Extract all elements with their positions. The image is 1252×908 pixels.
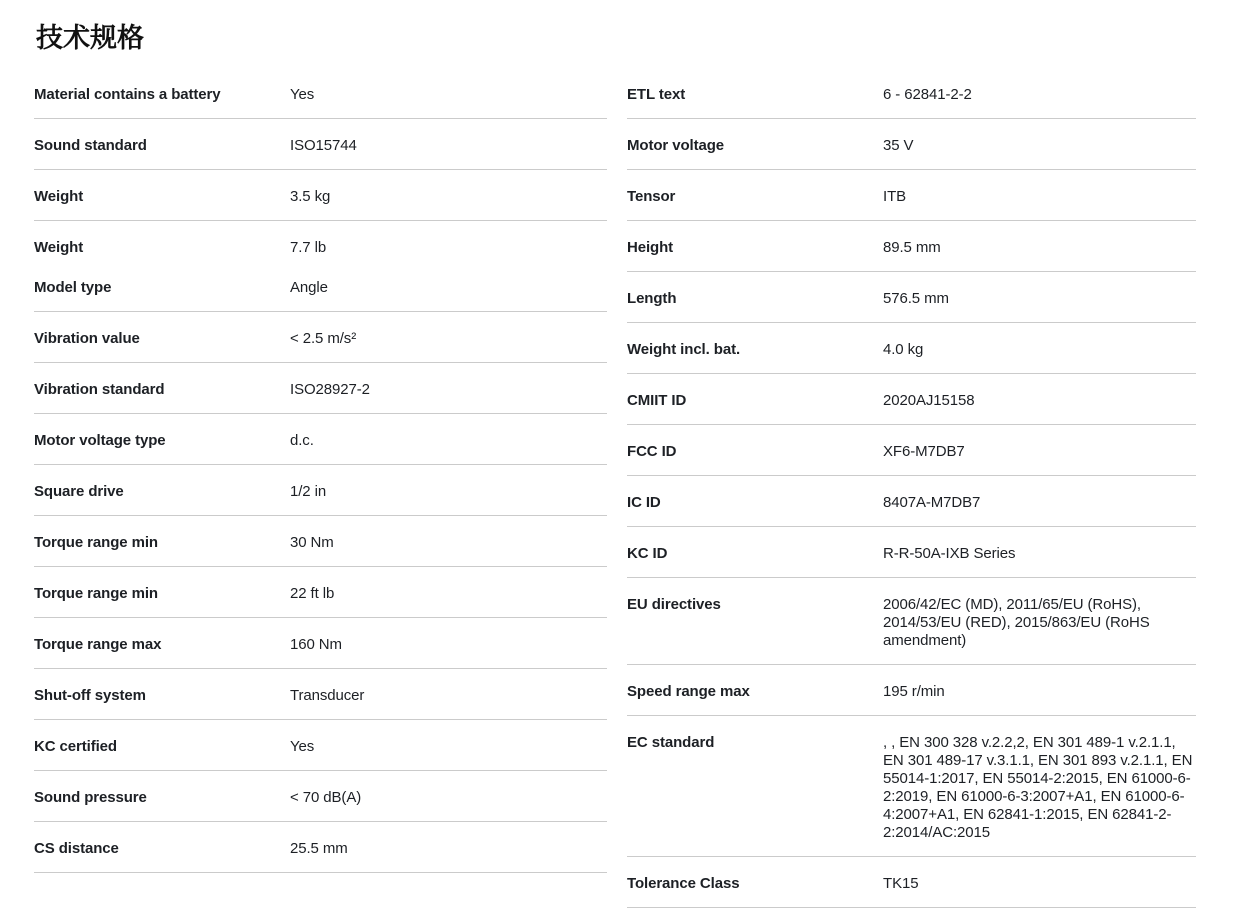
spec-value: 30 Nm [290,534,334,551]
spec-row [627,86,1196,104]
spec-label: KC ID [627,545,668,562]
spec-value: 1/2 in [290,483,327,500]
spec-cell [627,272,1196,323]
spec-value: 2006/42/EC (MD), 2011/65/EU (RoHS), 2014/53/EU (RED), 2015/863/EU (RoHS amendment) [883,596,1150,649]
spec-row [34,137,607,155]
spec-label: Weight incl. bat. [627,341,741,358]
spec-label: ETL text [627,86,686,103]
spec-value: 2020AJ15158 [883,392,975,409]
spec-value: 22 ft lb [290,585,335,602]
spec-value: Yes [290,86,315,103]
spec-value: ISO15744 [290,137,357,154]
spec-row [34,188,607,206]
spec-row [34,840,607,858]
spec-value: 89.5 mm [883,239,941,256]
spec-row [34,534,607,552]
spec-columns [34,68,1252,908]
spec-cell [34,516,607,567]
spec-label: Vibration standard [34,381,165,398]
spec-cell [34,567,607,618]
spec-label: Model type [34,279,112,296]
spec-value: ITB [883,188,907,205]
spec-row [627,341,1196,359]
spec-cell [627,578,1196,665]
spec-label: Shut-off system [34,687,146,704]
spec-cell [627,476,1196,527]
spec-cell [34,68,607,119]
spec-label: Weight [34,239,84,256]
spec-row [627,494,1196,512]
spec-value: 4.0 kg [883,341,924,358]
spec-value: , , EN 300 328 v.2.2,2, EN 301 489-1 v.2.1.1, EN 301 489-17 v.3.1.1, EN 301 893 v.2.1.1, EN 55014-1:2017, EN 55014-2:2015, EN 61000-6-2:2019, EN 61000-6-3:2007+A1, EN 61000-6-4:2007+A1, EN 62841-1:2015, EN 62841-2-2:2014/AC:2015 [883,734,1193,841]
spec-value: XF6-M7DB7 [883,443,965,460]
spec-label: Speed range max [627,683,750,700]
spec-cell [627,374,1196,425]
spec-value: d.c. [290,432,314,449]
spec-value: R-R-50A-IXB Series [883,545,1016,562]
spec-cell [34,119,607,170]
spec-value: ISO28927-2 [290,381,370,398]
spec-column-left [34,68,607,873]
spec-cell [34,618,607,669]
spec-row [34,432,607,450]
spec-label: KC certified [34,738,117,755]
spec-label: Weight [34,188,84,205]
spec-row [34,585,607,603]
spec-label: IC ID [627,494,661,511]
spec-label: Height [627,239,674,256]
spec-label: Material contains a battery [34,86,221,103]
spec-cell [34,414,607,465]
spec-label: Sound standard [34,137,147,154]
spec-cell [627,665,1196,716]
spec-value: Transducer [290,687,365,704]
spec-label: Vibration value [34,330,140,347]
spec-row [34,687,607,705]
spec-value: 195 r/min [883,683,945,700]
spec-label: Torque range min [34,534,158,551]
spec-row [627,734,1196,842]
spec-cell [627,425,1196,476]
spec-row [34,483,607,501]
spec-label: FCC ID [627,443,677,460]
spec-cell [627,119,1196,170]
spec-cell [627,527,1196,578]
spec-row [627,545,1196,563]
spec-cell [627,221,1196,272]
spec-row [627,683,1196,701]
spec-row [627,239,1196,257]
spec-cell [627,857,1196,908]
spec-cell [34,669,607,720]
page-title: 技术规格 [36,23,144,53]
spec-row [627,443,1196,461]
spec-label: Length [627,290,677,307]
spec-label: Tensor [627,188,676,205]
spec-label: CMIIT ID [627,392,687,409]
spec-cell [34,720,607,771]
spec-cell [34,822,607,873]
spec-row [34,738,607,756]
spec-row [34,86,607,104]
spec-label: Tolerance Class [627,875,740,892]
spec-row [627,875,1196,893]
spec-row [34,636,607,654]
spec-row [627,290,1196,308]
spec-row [627,137,1196,155]
spec-row [34,381,607,399]
spec-cell [34,465,607,516]
spec-value: 7.7 lb [290,239,327,256]
spec-cell [627,323,1196,374]
spec-value: < 2.5 m/s² [290,330,357,347]
spec-cell [34,170,607,221]
spec-value: < 70 dB(A) [290,789,362,806]
spec-column-right [627,68,1196,908]
spec-row [34,279,607,297]
spec-value: 3.5 kg [290,188,331,205]
spec-label: Torque range min [34,585,158,602]
spec-value: 6 - 62841-2-2 [883,86,972,103]
spec-value: 35 V [883,137,914,154]
spec-row [627,188,1196,206]
spec-label: EC standard [627,734,715,751]
spec-label: EU directives [627,596,721,613]
spec-row [627,392,1196,410]
spec-label: Sound pressure [34,789,147,806]
spec-label: Square drive [34,483,124,500]
spec-cell [34,771,607,822]
spec-value: 160 Nm [290,636,342,653]
spec-cell [627,716,1196,857]
spec-value: 576.5 mm [883,290,949,307]
spec-row [34,330,607,348]
spec-cell [627,68,1196,119]
spec-value: 8407A-M7DB7 [883,494,981,511]
spec-cell [34,312,607,363]
spec-row [34,789,607,807]
spec-value: Angle [290,279,328,296]
spec-row [34,239,607,257]
spec-label: Torque range max [34,636,162,653]
spec-label: Motor voltage type [34,432,166,449]
spec-cell [34,363,607,414]
spec-cell [34,221,607,312]
spec-label: CS distance [34,840,119,857]
spec-cell [627,170,1196,221]
spec-value: 25.5 mm [290,840,348,857]
spec-value: Yes [290,738,315,755]
spec-label: Motor voltage [627,137,725,154]
spec-row [627,596,1196,650]
spec-value: TK15 [883,875,919,892]
